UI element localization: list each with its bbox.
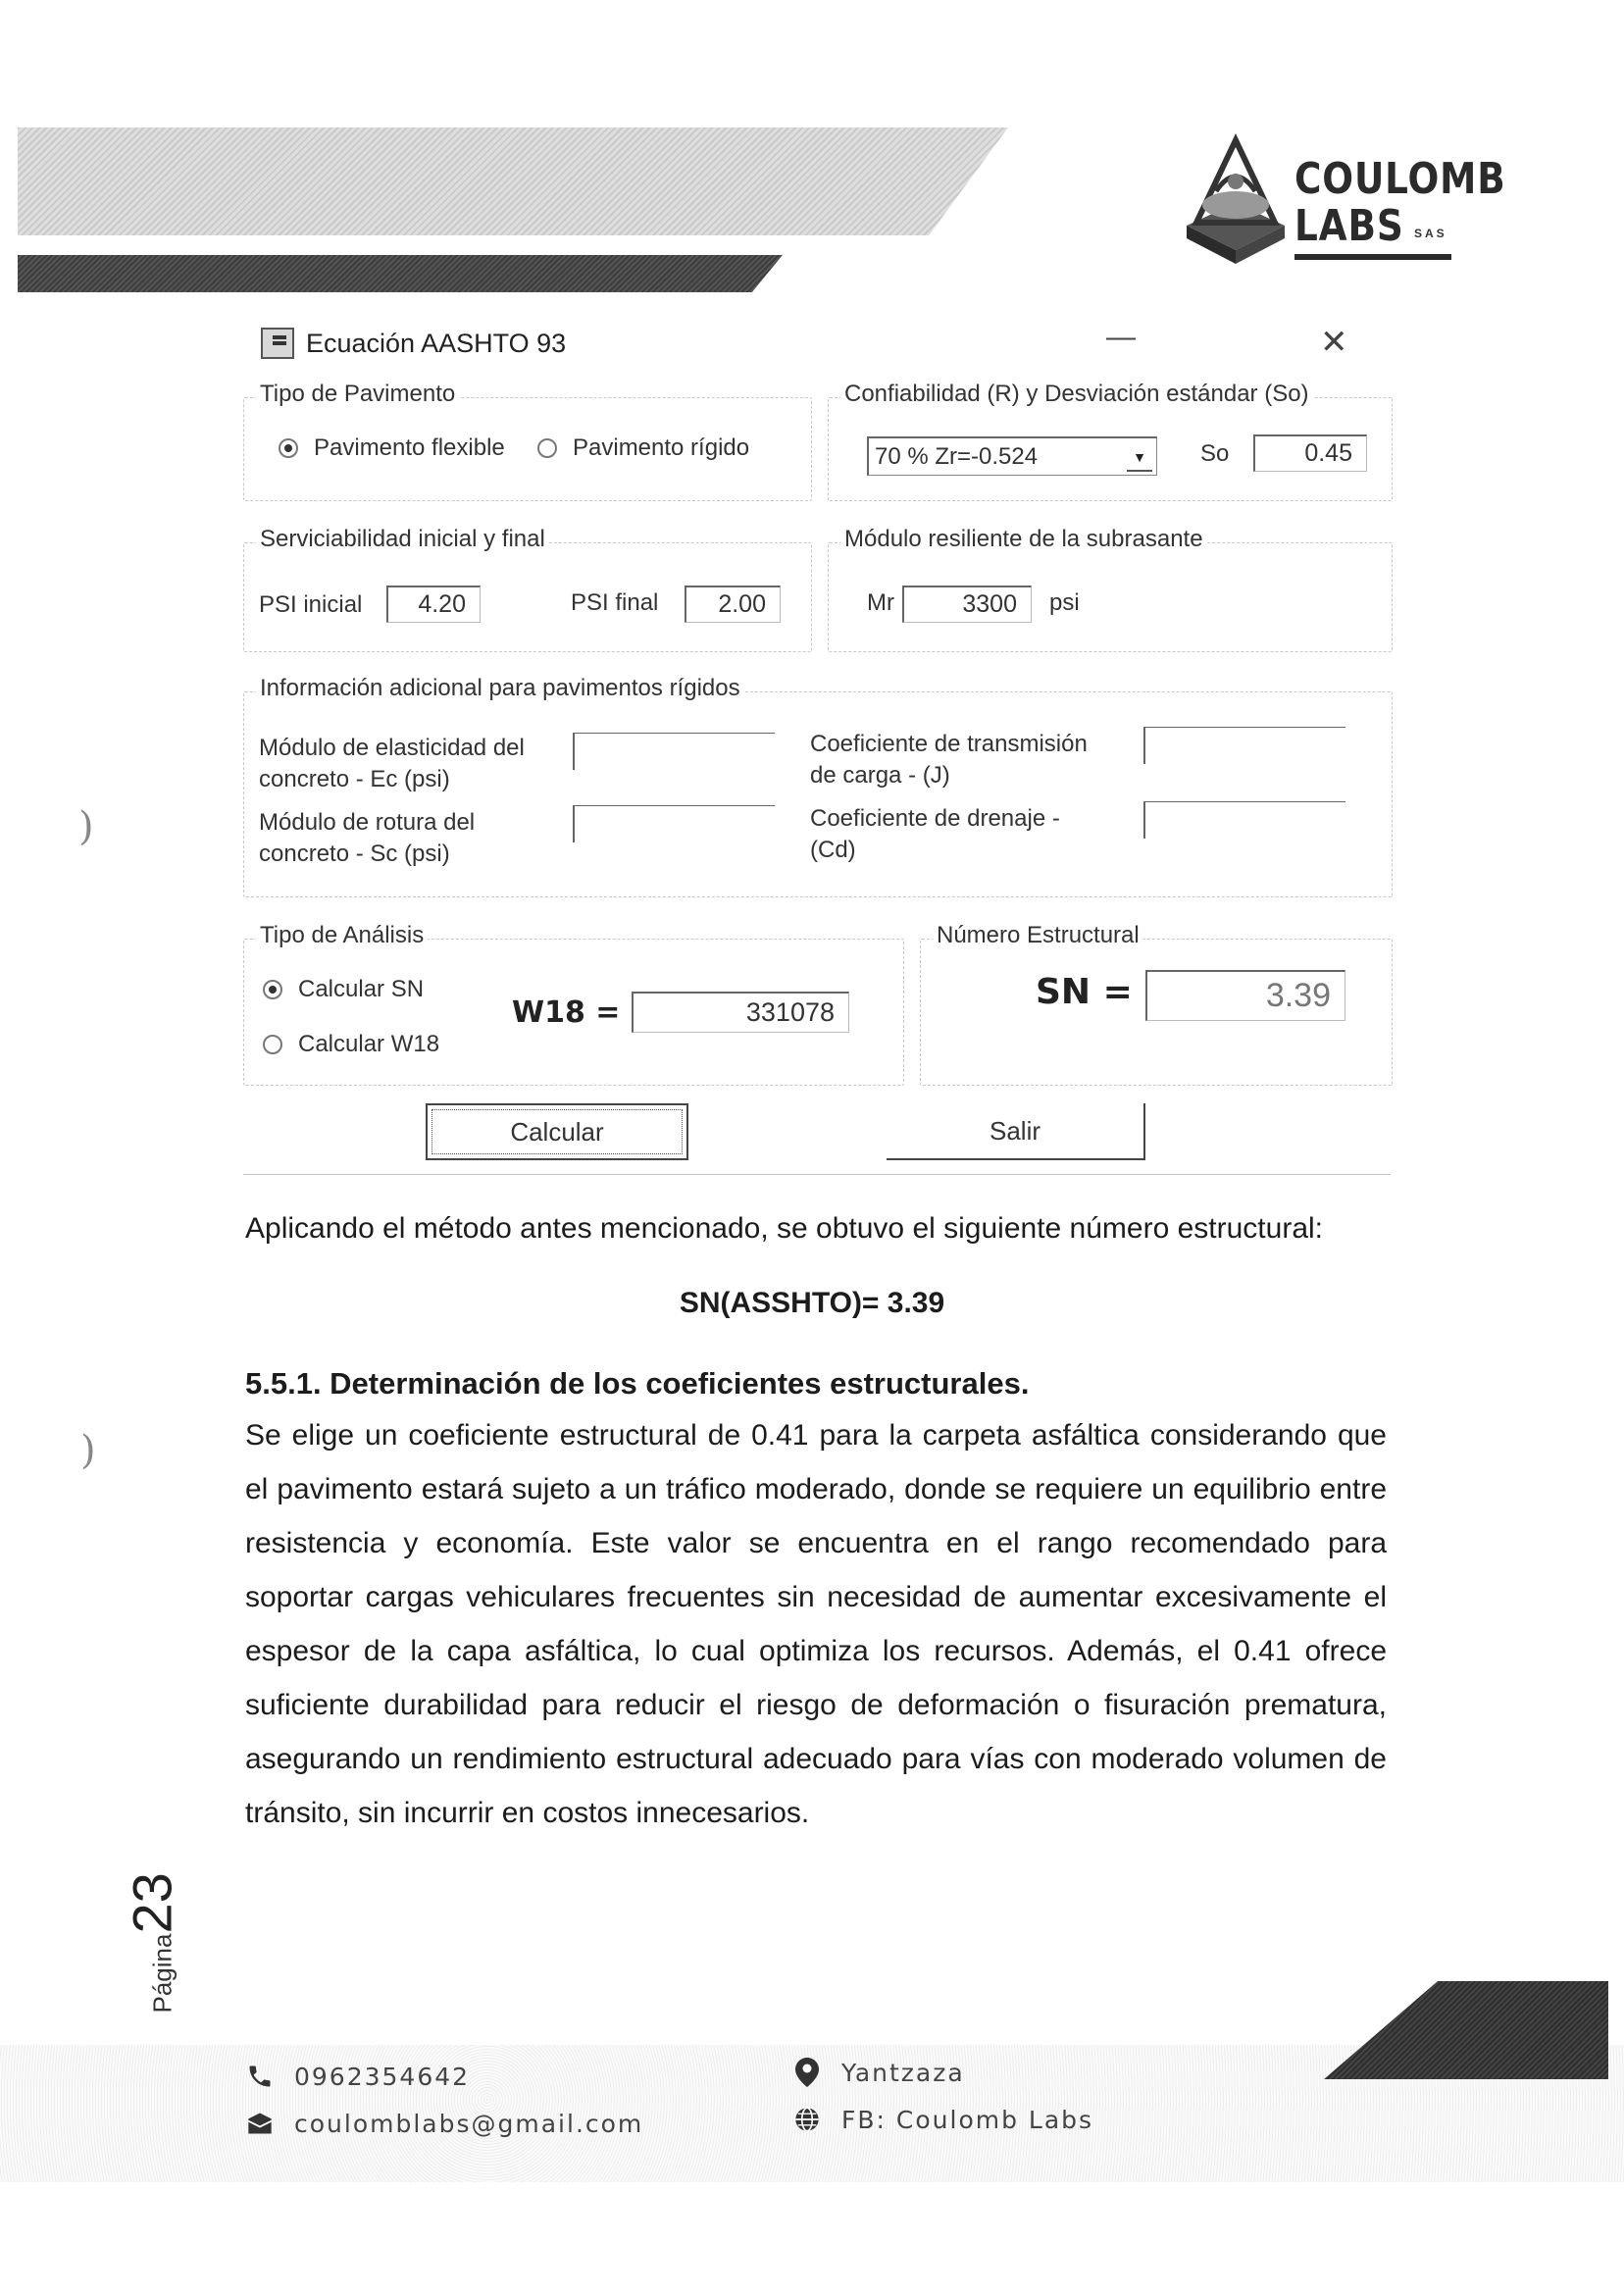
intro-text: Aplicando el método antes mencionado, se obtuvo el siguiente número estructural: xyxy=(245,1212,1323,1245)
group-label-analysis: Tipo de Análisis xyxy=(256,922,428,949)
sn-label: SN = xyxy=(1036,972,1133,1012)
mr-unit: psi xyxy=(1049,589,1080,616)
section-heading: 5.5.1. Determinación de los coeficientes estructurales. xyxy=(245,1366,1030,1401)
group-label-reliability: Confiabilidad (R) y Desviación estándar (So) xyxy=(840,381,1313,408)
group-label-sn: Número Estructural xyxy=(933,922,1143,949)
dropdown-arrow-icon[interactable]: ▼ xyxy=(1127,444,1152,472)
app-window-icon xyxy=(261,328,294,359)
cd-label-line2: (Cd) xyxy=(810,837,856,863)
so-label: So xyxy=(1200,440,1230,467)
radio-flexible-label: Pavimento flexible xyxy=(314,434,505,461)
sn-output: 3.39 xyxy=(1145,970,1345,1021)
logo-text-sas: SAS xyxy=(1414,227,1447,240)
w18-label: W18 = xyxy=(512,995,621,1030)
mail-icon xyxy=(245,2109,275,2138)
margin-bracket-icon-2: ) xyxy=(80,1428,96,1473)
footer-phone xyxy=(245,2062,470,2091)
page-word: Página xyxy=(147,1933,178,2014)
logo-text-coulomb: COULOMB xyxy=(1294,154,1506,204)
page-number-value: 23 xyxy=(121,1872,183,1934)
radio-dot-calc-w18 xyxy=(263,1035,282,1054)
group-label-pavement: Tipo de Pavimento xyxy=(256,381,459,408)
j-input[interactable] xyxy=(1143,727,1345,764)
footer-location xyxy=(792,2058,965,2087)
page-number xyxy=(121,1844,183,2014)
ec-label-line1: Módulo de elasticidad del xyxy=(259,735,525,761)
psi-initial-label: PSI inicial xyxy=(259,591,363,618)
w18-input[interactable]: 331078 xyxy=(632,992,849,1033)
page-number-rotated xyxy=(121,1837,184,2014)
cd-input[interactable] xyxy=(1143,801,1345,839)
radio-calc-sn[interactable] xyxy=(263,976,424,1003)
group-label-rigid-info: Información adicional para pavimentos rígidos xyxy=(256,675,744,702)
sc-label-line1: Módulo de rotura del xyxy=(259,809,476,836)
sn-result-formula: SN(ASSHTO)= 3.39 xyxy=(679,1287,945,1319)
minimize-button[interactable]: — xyxy=(1106,321,1136,353)
sc-label-line2: concreto - Sc (psi) xyxy=(259,841,450,867)
body-paragraph: Se elige un coeficiente estructural de 0.41 para la carpeta asfáltica considerando que el pavimento estará sujeto a un tráfico moderado, donde se requiere un equilibrio entre resistencia y economía. Este valor se encuentra en el rango recomendado para soportar cargas vehiculares frecuentes sin necesidad de aumentar excesivamente el espesor de la capa asfáltica, lo cual optimiza los recursos. Además, el 0.41 ofrece suficiente durabilidad para reducir el riesgo de deformación o fisuración prematura, asegurando un rendimiento estructural adecuado para vías con moderado volumen de tránsito, sin incurrir en costos innecesarios. xyxy=(245,1419,1387,1829)
exit-button[interactable] xyxy=(887,1103,1145,1160)
group-label-modulus: Módulo resiliente de la subrasante xyxy=(840,526,1207,553)
calculate-button[interactable] xyxy=(426,1103,688,1160)
radio-calc-w18-label: Calcular W18 xyxy=(298,1031,440,1057)
footer-accent-triangle xyxy=(1324,1981,1608,2079)
psi-initial-input[interactable]: 4.20 xyxy=(386,586,481,623)
radio-dot-flexible xyxy=(279,438,298,458)
exit-button-label: Salir xyxy=(989,1115,1040,1146)
group-label-serviceability: Serviciabilidad inicial y final xyxy=(256,526,549,553)
logo-underline xyxy=(1294,254,1451,260)
j-label-line2: de carga - (J) xyxy=(810,762,950,789)
logo-emblem-icon xyxy=(1177,132,1294,280)
header-band-dark xyxy=(18,255,783,292)
mr-input[interactable]: 3300 xyxy=(902,586,1032,623)
header-band-light xyxy=(18,127,1008,235)
radio-dot-calc-sn xyxy=(263,980,282,999)
ec-label-line2: concreto - Ec (psi) xyxy=(259,766,450,792)
radio-calc-sn-label: Calcular SN xyxy=(298,976,425,1002)
dialog-title: Ecuación AASHTO 93 xyxy=(306,328,567,358)
dialog-titlebar xyxy=(261,327,566,360)
psi-final-label: PSI final xyxy=(571,589,659,616)
footer-facebook-text: FB: Coulomb Labs xyxy=(841,2105,1094,2134)
calculate-button-label: Calcular xyxy=(510,1116,604,1147)
cd-label-line1: Coeficiente de drenaje - xyxy=(810,805,1060,832)
j-label-line1: Coeficiente de transmisión xyxy=(810,731,1088,757)
radio-calc-w18[interactable] xyxy=(263,1031,439,1058)
ec-input[interactable] xyxy=(573,733,775,770)
footer-email xyxy=(245,2109,643,2138)
radio-rigid[interactable] xyxy=(537,434,749,462)
mr-label: Mr xyxy=(867,589,894,616)
globe-icon xyxy=(792,2105,822,2134)
close-button[interactable]: ✕ xyxy=(1320,324,1348,361)
footer-phone-text: 0962354642 xyxy=(294,2062,471,2091)
footer-facebook xyxy=(792,2105,1093,2134)
margin-bracket-icon: ) xyxy=(78,804,94,849)
reliability-select-value: 70 % Zr=-0.524 xyxy=(875,442,1039,470)
so-input[interactable]: 0.45 xyxy=(1253,434,1367,472)
dialog-bottom-border xyxy=(243,1174,1391,1175)
footer-location-text: Yantzaza xyxy=(841,2058,965,2087)
radio-dot-rigid xyxy=(537,438,557,458)
footer-email-text: coulomblabs@gmail.com xyxy=(294,2109,644,2138)
radio-flexible[interactable] xyxy=(279,434,505,462)
location-pin-icon xyxy=(792,2058,822,2087)
aashto-dialog xyxy=(243,319,1391,1182)
psi-final-input[interactable]: 2.00 xyxy=(685,586,781,623)
logo-text-labs: LABS xyxy=(1294,201,1404,251)
phone-icon xyxy=(245,2062,275,2091)
sc-input[interactable] xyxy=(573,805,775,842)
coulomb-labs-logo xyxy=(1177,132,1506,280)
radio-rigid-label: Pavimento rígido xyxy=(573,434,750,461)
reliability-select[interactable] xyxy=(867,436,1157,476)
